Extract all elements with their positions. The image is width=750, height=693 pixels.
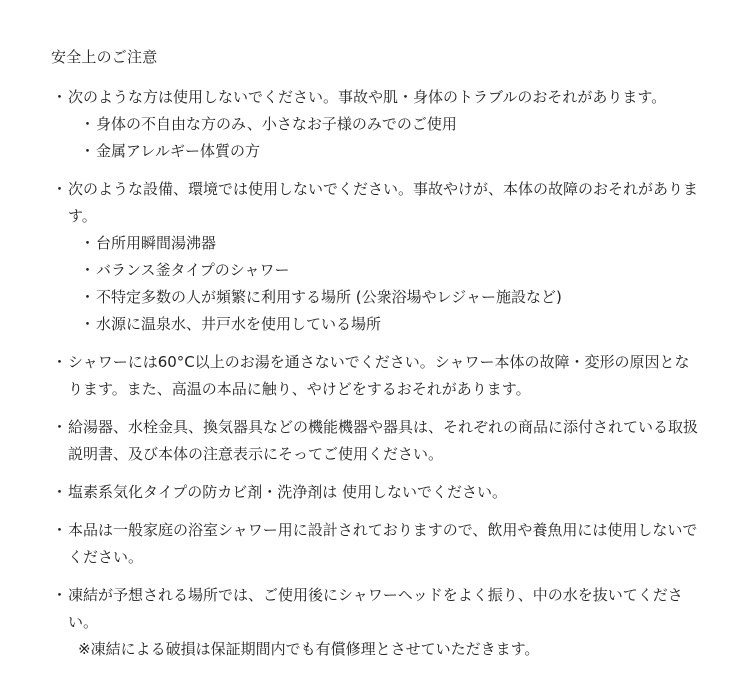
bullet-mark: ・ <box>80 142 96 160</box>
bullet-mark: ・ <box>52 521 68 539</box>
bullet-mark: ・ <box>80 261 96 279</box>
bullet-mark: ・ <box>80 315 96 333</box>
caution-text: 給湯器、水栓金具、換気器具などの機能機器や器具は、それぞれの商品に添付されている取扱説明書、及び本体の注意表示にそってご使用ください。 <box>68 418 699 463</box>
sub-item <box>68 311 702 338</box>
caution-item-5 <box>48 479 702 506</box>
caution-sublist <box>68 230 702 338</box>
bullet-mark: ・ <box>52 180 68 198</box>
sub-item-text: バランス釜タイプのシャワー <box>96 261 290 279</box>
caution-text: 塩素系気化タイプの防カビ剤・洗浄剤は 使用しないでください。 <box>68 483 508 501</box>
sub-item <box>68 257 702 284</box>
sub-item <box>68 230 702 257</box>
caution-item-1 <box>48 84 702 165</box>
freeze-warranty-note: ※凍結による破損は保証期間内でも有償修理とさせていただきます。 <box>78 640 540 658</box>
bullet-mark: ・ <box>80 115 96 133</box>
sub-item-text: 不特定多数の人が頻繁に利用する場所 (公衆浴場やレジャー施設など) <box>96 288 562 306</box>
caution-item-7 <box>48 582 702 663</box>
bullet-mark: ・ <box>52 586 68 604</box>
page-title: 安全上のご注意 <box>51 48 158 66</box>
caution-item-6 <box>48 517 702 571</box>
sub-item-text: 身体の不自由な方のみ、小さなお子様のみでのご使用 <box>96 115 457 133</box>
sub-item <box>68 111 702 138</box>
caution-text: シャワーには60°C以上のお湯を通さないでください。シャワー本体の故障・変形の原因となります。また、高温の本品に触り、やけどをするおそれがあります。 <box>68 353 690 398</box>
sub-item <box>68 138 702 165</box>
caution-item-4 <box>48 414 702 468</box>
bullet-mark: ・ <box>80 234 96 252</box>
caution-text: 凍結が予想される場所では、ご使用後にシャワーヘッドをよく振り、中の水を抜いてください。 <box>68 586 683 631</box>
caution-sublist <box>68 111 702 165</box>
bullet-mark: ・ <box>52 418 68 436</box>
sub-item-text: 金属アレルギー体質の方 <box>96 142 261 160</box>
caution-text: 本品は一般家庭の浴室シャワー用に設計されておりますので、飲用や養魚用には使用しないでください。 <box>68 521 698 566</box>
bullet-mark: ・ <box>52 483 68 501</box>
caution-item-3 <box>48 349 702 403</box>
caution-text: 次のような方は使用しないでください。事故や肌・身体のトラブルのおそれがあります。 <box>68 88 667 106</box>
caution-list <box>48 84 702 663</box>
bullet-mark: ・ <box>80 288 96 306</box>
sub-item-text: 台所用瞬間湯沸器 <box>96 234 217 252</box>
caution-item-2 <box>48 176 702 338</box>
bullet-mark: ・ <box>52 353 68 371</box>
caution-text: 次のような設備、環境では使用しないでください。事故やけが、本体の故障のおそれがあります。 <box>68 180 699 225</box>
sub-item-text: 水源に温泉水、井戸水を使用している場所 <box>96 315 382 333</box>
sub-item <box>68 284 702 311</box>
bullet-mark: ・ <box>52 88 68 106</box>
